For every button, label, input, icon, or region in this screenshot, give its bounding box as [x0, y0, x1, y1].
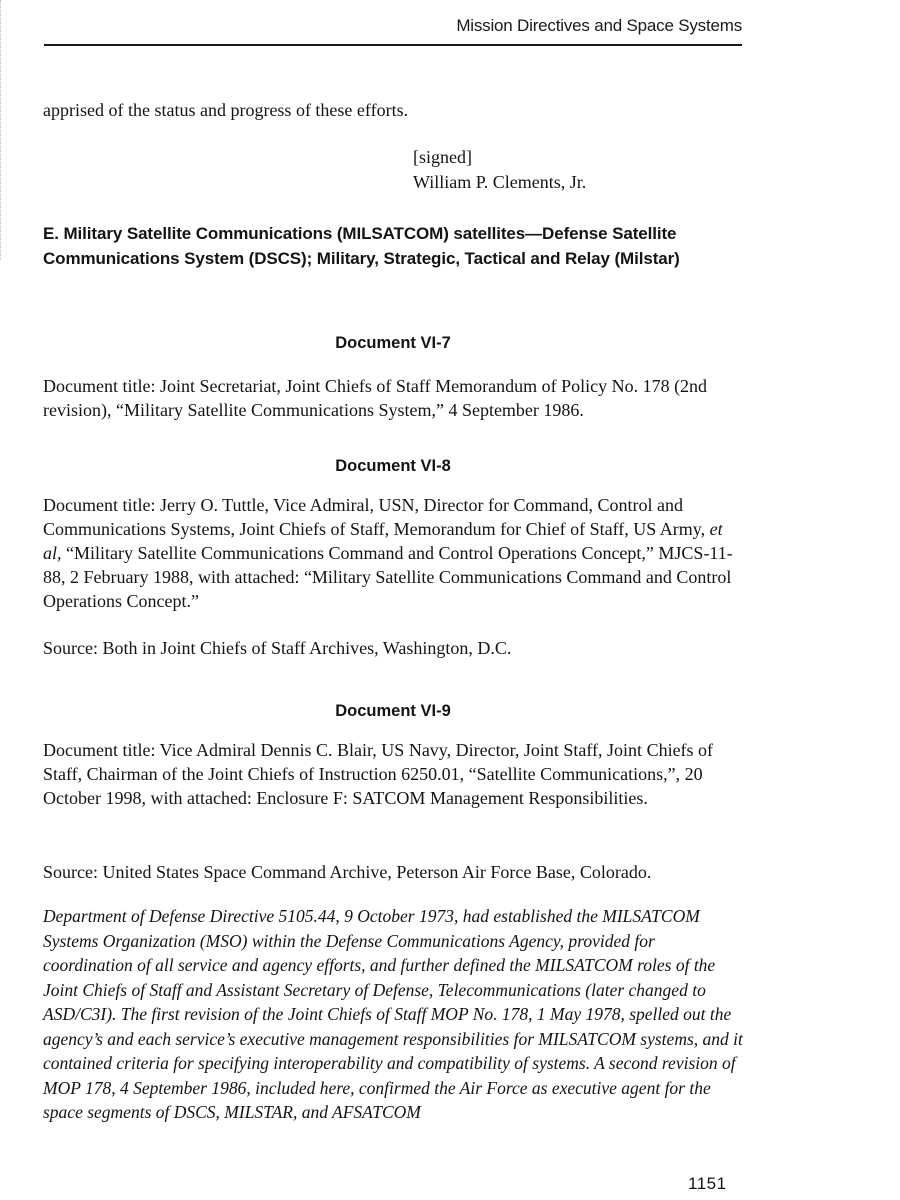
commentary-paragraph: Department of Defense Directive 5105.44, 9 October 1973, had established the MILSATCOM Systems Organization (MSO) within the Defense Communications Agency, provided for coordination of all service and agency efforts, and further defined the MILSATCOM roles of the Joint Chiefs of Staff and Assistant Secretary of Defense, Telecommunications (later changed to ASD/C3I). The first revision of the Joint Chiefs of Staff MOP No. 178, 1 May 1978, spelled out the agency’s and each service’s executive management responsibilities for MILSATCOM systems, and it contained criteria for specifying interoperability and compatibility of systems. A second revision of MOP 178, 4 September 1986, included here, confirmed the Air Force as executive agent for the space segments of DSCS, MILSTAR, and AFSATCOM	[43, 906, 743, 1122]
signatory-name: William P. Clements, Jr.	[413, 172, 587, 192]
document-source-vi-8: Source: Both in Joint Chiefs of Staff Archives, Washington, D.C.	[43, 638, 512, 658]
document-title-vi-9: Document title: Vice Admiral Dennis C. Blair, US Navy, Director, Joint Staff, Joint Chiefs of Staff, Chairman of the Joint Chiefs of Instruction 6250.01, “Satellite Communications,”, 20 October 1998, with attached: Enclosure F: SATCOM Management Responsibilities.	[43, 740, 714, 808]
signature-mark: [signed]	[413, 147, 472, 167]
section-heading: E. Military Satellite Communications (MILSATCOM) satellites—Defense Satellite Communications System (DSCS); Military, Strategic, Tactical and Relay (Milstar)	[43, 224, 680, 268]
document-title-vi-8	[43, 493, 743, 613]
document-title-vi-7: Document title: Joint Secretariat, Joint Chiefs of Staff Memorandum of Policy No. 178 (2nd revision), “Military Satellite Communications System,” 4 September 1986.	[43, 376, 708, 420]
document-heading-vi-7: Document VI-7	[335, 334, 451, 352]
header-rule	[44, 44, 742, 46]
document-heading-vi-9: Document VI-9	[335, 702, 451, 720]
intro-line: apprised of the status and progress of these efforts.	[43, 100, 409, 120]
scan-edge-artifact	[0, 0, 5, 260]
signature-block	[413, 145, 586, 195]
document-title-vi-8-part2: “Military Satellite Communications Command and Control Operations Concept,” MJCS-11-88, 2 February 1988, with attached: “Military Satellite Communications Command and Control Operations Concept.”	[43, 543, 733, 611]
document-source-vi-9: Source: United States Space Command Archive, Peterson Air Force Base, Colorado.	[43, 862, 652, 882]
page-number: 1151	[688, 1174, 727, 1193]
document-title-vi-8-part1: Document title: Jerry O. Tuttle, Vice Admiral, USN, Director for Command, Control and Communications Systems, Joint Chiefs of Staff, Memorandum for Chief of Staff, US Army,	[43, 495, 706, 539]
document-heading-vi-8: Document VI-8	[335, 457, 451, 475]
running-header: Mission Directives and Space Systems	[456, 16, 742, 35]
document-title-vi-8-italic: et al,	[43, 519, 723, 563]
